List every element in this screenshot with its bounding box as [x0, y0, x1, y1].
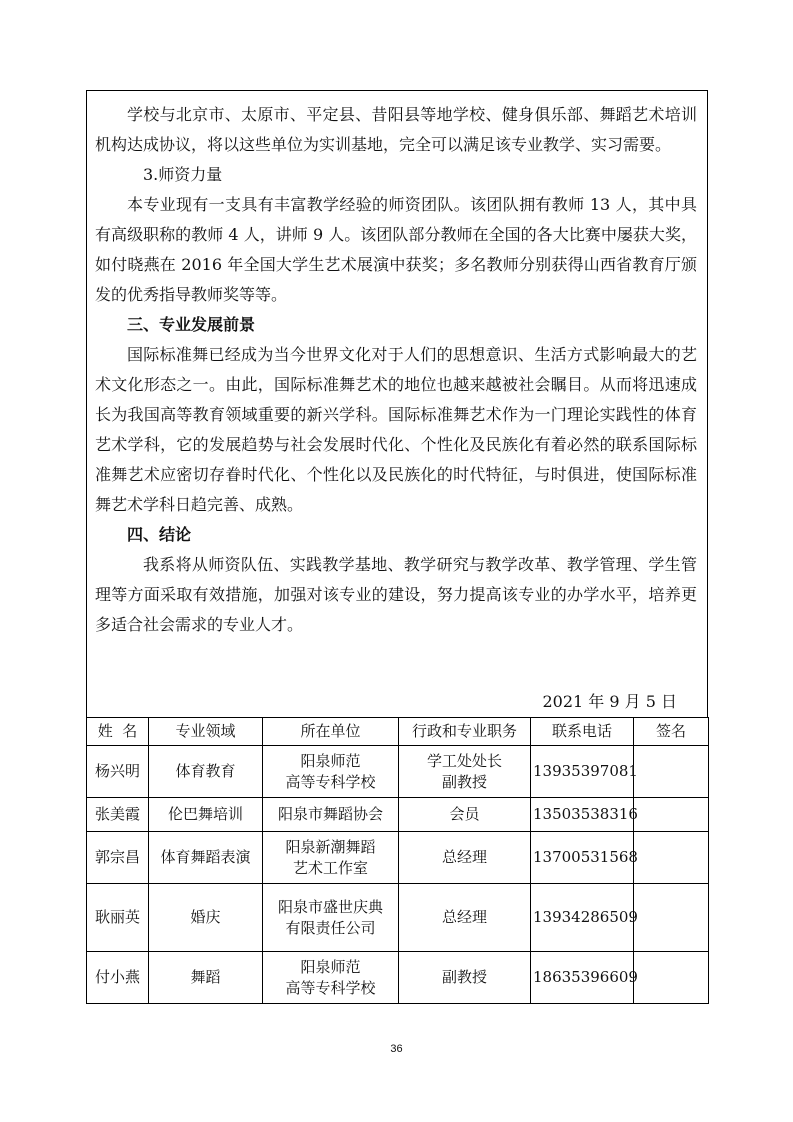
- cell-unit-line: 阳泉新潮舞蹈: [285, 837, 376, 856]
- cell-phone: 13503538316: [531, 798, 634, 832]
- cell-unit: [263, 952, 399, 1004]
- cell-unit-line: 有限责任公司: [285, 918, 376, 937]
- section-heading-teachers: 3.师资力量: [143, 165, 223, 184]
- cell-unit-line: 阳泉市舞蹈协会: [277, 805, 383, 823]
- cell-field: 舞蹈: [149, 952, 263, 1004]
- cell-title-line: 副教授: [441, 968, 487, 986]
- table-row: [87, 746, 709, 798]
- cell-name: 耿丽英: [87, 884, 149, 952]
- cell-title-line: 学工处处长: [426, 751, 502, 770]
- paragraph-conclusion: 我系将从师资队伍、实践教学基地、教学研究与教学改革、教学管理、学生管理等方面采取有效措施，加强对该专业的建设，努力提高该专业的办学水平，培养更多适合社会需求的专业人才。: [95, 555, 697, 634]
- cell-title: [399, 746, 531, 798]
- table-row: [87, 832, 709, 884]
- cell-phone: 13700531568: [531, 832, 634, 884]
- cell-unit: [263, 798, 399, 832]
- paragraph-teachers: 本专业现有一支具有丰富教学经验的师资团队。该团队拥有教师 13 人，其中具有高级职称的教师 4 人，讲师 9 人。该团队部分教师在全国的各大比赛中屡获大奖，如付晓燕在 2016 年全国大学生艺术展演中获奖；多名教师分别获得山西省教育厅颁发的优秀指导教师奖等等。: [95, 195, 697, 304]
- cell-field: 体育教育: [149, 746, 263, 798]
- cell-signature: [634, 832, 709, 884]
- header-name: 姓 名: [87, 718, 149, 746]
- header-field: 专业领域: [149, 718, 263, 746]
- section-heading-prospects: 三、专业发展前景: [127, 315, 256, 334]
- paragraph-prospects: 国际标准舞已经成为当今世界文化对于人们的思想意识、生活方式影响最大的艺术文化形态之一。由此，国际标准舞艺术的地位也越来越被社会瞩目。从而将迅速成长为我国高等教育领域重要的新兴学科。国际标准舞艺术作为一门理论实践性的体育艺术学科，它的发展趋势与社会发展时代化、个性化及民族化有着必然的联系国际标准舞艺术应密切存眷时代化、个性化以及民族化的时代特征，与时俱进，使国际标准舞艺术学科日趋完善、成熟。: [95, 345, 697, 514]
- cell-title: [399, 952, 531, 1004]
- header-title: 行政和专业职务: [399, 718, 531, 746]
- header-phone: 联系电话: [531, 718, 634, 746]
- cell-title-line: 会员: [449, 805, 480, 823]
- cell-signature: [634, 884, 709, 952]
- cell-field: 体育舞蹈表演: [149, 832, 263, 884]
- cell-title-line: 副教授: [441, 772, 487, 791]
- cell-unit-line: 阳泉市盛世庆典: [277, 897, 383, 916]
- table-row: [87, 884, 709, 952]
- cell-phone: 18635396609: [531, 952, 634, 1004]
- cell-name: 付小燕: [87, 952, 149, 1004]
- header-signature: 签名: [634, 718, 709, 746]
- cell-field: 伦巴舞培训: [149, 798, 263, 832]
- cell-title-line: 总经理: [441, 848, 487, 866]
- cell-name: 杨兴明: [87, 746, 149, 798]
- cell-unit: [263, 832, 399, 884]
- paragraph-training-bases: 学校与北京市、太原市、平定县、昔阳县等地学校、健身俱乐部、舞蹈艺术培训机构达成协议，将以这些单位为实训基地，完全可以满足该专业教学、实习需要。: [95, 105, 697, 154]
- table-header-row: [87, 718, 709, 746]
- cell-title: [399, 832, 531, 884]
- header-unit: 所在单位: [263, 718, 399, 746]
- expert-contact-table: [86, 717, 709, 1004]
- signing-date: 2021 年 9 月 5 日: [542, 692, 677, 711]
- cell-field: 婚庆: [149, 884, 263, 952]
- cell-title-line: 总经理: [441, 908, 487, 926]
- cell-title: [399, 798, 531, 832]
- cell-signature: [634, 952, 709, 1004]
- table-row: [87, 952, 709, 1004]
- cell-name: 张美霞: [87, 798, 149, 832]
- cell-unit-line: 阳泉师范: [300, 957, 361, 976]
- cell-title: [399, 884, 531, 952]
- cell-signature: [634, 746, 709, 798]
- section-heading-conclusion: 四、结论: [127, 525, 192, 544]
- cell-unit: [263, 884, 399, 952]
- cell-unit-line: 阳泉师范: [300, 751, 361, 770]
- cell-name: 郭宗昌: [87, 832, 149, 884]
- cell-signature: [634, 798, 709, 832]
- table-row: [87, 798, 709, 832]
- cell-unit: [263, 746, 399, 798]
- page-number: 36: [390, 1043, 403, 1055]
- cell-phone: 13935397081: [531, 746, 634, 798]
- cell-unit-line: 高等专科学校: [285, 772, 376, 791]
- cell-unit-line: 艺术工作室: [292, 858, 368, 877]
- content-frame: [86, 90, 708, 717]
- cell-unit-line: 高等专科学校: [285, 978, 376, 997]
- cell-phone: 13934286509: [531, 884, 634, 952]
